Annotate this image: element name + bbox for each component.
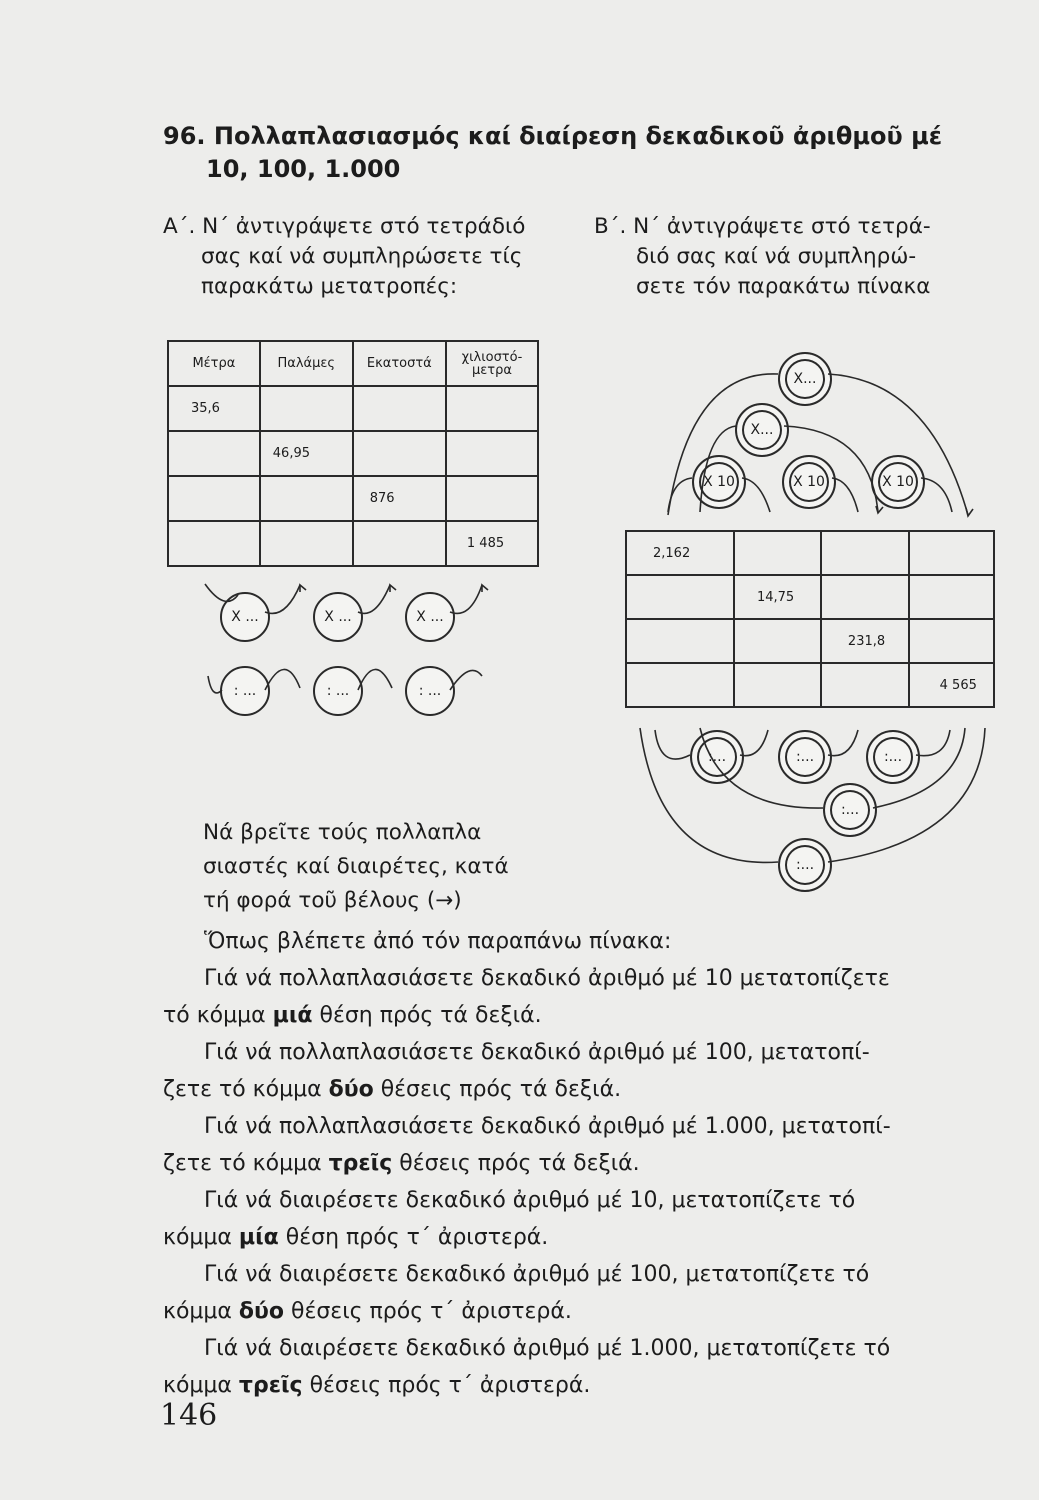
rule-bold: δύο (238, 1299, 285, 1324)
rule-bold: τρεῖς (328, 1151, 393, 1176)
rule-multiply-10 (163, 960, 1003, 1034)
rule-text: κόμμα (163, 1373, 239, 1398)
arc-arrow (700, 426, 736, 512)
multiply-circle: X... (735, 403, 789, 457)
arc-arrow (740, 730, 768, 756)
exercise-b-line: σετε τόν παρακάτω πίνακα (636, 274, 931, 299)
arc-arrow (828, 730, 858, 756)
rule-line: Γιά νά πολλαπλασιάσετε δεκαδικό ἀριθμό μέ 10 μετατοπίζετε (204, 966, 890, 991)
arc-arrow (873, 728, 965, 808)
rule-divide-100 (163, 1256, 1003, 1330)
header-palames: Παλάμες (260, 341, 353, 386)
divide-circle: :... (866, 730, 920, 784)
arc-arrow (358, 669, 392, 690)
rule-line (163, 1145, 1003, 1182)
exercise-a-line: A΄. N΄ ἀντιγράψετε στό τετράδιό (163, 214, 526, 239)
divide-circle: :... (823, 783, 877, 837)
divide-circle: :... (690, 730, 744, 784)
rule-text: θέσεις πρός τά δεξιά. (373, 1077, 622, 1102)
multiply-circle: X ... (405, 592, 455, 642)
cell-876: 876 (353, 476, 446, 521)
arc-arrow (265, 669, 300, 690)
arc-arrow (450, 585, 482, 613)
title-line-1: 96. Πολλαπλασιασμός καί διαίρεση δεκαδικοῦ ἀριθμοῦ μέ (163, 122, 943, 150)
times-ten-circle: X 10 (692, 455, 746, 509)
header-metra: Μέτρα (168, 341, 260, 386)
arc-arrow (784, 426, 878, 512)
cell-231-8: 231,8 (821, 619, 909, 663)
rule-line: Γιά νά διαιρέσετε δεκαδικό ἀριθμό μέ 1.000, μετατοπίζετε τό (204, 1336, 891, 1361)
rule-text: θέσεις πρός τ΄ ἀριστερά. (302, 1373, 591, 1398)
header-chiliostometra: χιλιοστό- μετρα (446, 341, 538, 386)
header-ekatosta: Εκατοστά (353, 341, 446, 386)
title-line-2: 10, 100, 1.000 (206, 155, 401, 183)
divide-circle: : ... (313, 666, 363, 716)
arrow-head (876, 506, 883, 513)
arc-arrow (205, 584, 238, 601)
cell-2-162: 2,162 (626, 531, 734, 575)
divide-circle: :... (778, 838, 832, 892)
rule-text: θέση πρός τά δεξιά. (312, 1003, 542, 1028)
times-ten-circle: X 10 (782, 455, 836, 509)
rule-line (163, 1367, 1003, 1404)
rule-text: ζετε τό κόμμα (163, 1077, 329, 1102)
divide-circle: : ... (405, 666, 455, 716)
rule-line: Γιά νά πολλαπλασιάσετε δεκαδικό ἀριθμό μέ 100, μετατοπί- (204, 1040, 870, 1065)
rule-text: κόμμα (163, 1299, 239, 1324)
arc-arrow (640, 728, 778, 862)
arc-arrow (208, 676, 222, 693)
rule-divide-1000 (163, 1330, 1003, 1404)
instruction-line: τή φορά τοῦ βέλους (→) (203, 888, 462, 913)
instruction-line: Νά βρεῖτε τούς πολλαπλα (203, 820, 482, 845)
instructions (203, 816, 509, 918)
rule-text: κόμμα (163, 1225, 239, 1250)
rule-text: θέση πρός τ΄ ἀριστερά. (278, 1225, 549, 1250)
arc-arrow (668, 478, 692, 512)
arc-arrow (921, 478, 952, 512)
arc-arrow (655, 730, 690, 759)
divide-circle: : ... (220, 666, 270, 716)
rule-multiply-1000 (163, 1108, 1003, 1182)
multiply-circle: X... (778, 352, 832, 406)
arc-arrow (832, 478, 858, 512)
rule-line: Γιά νά διαιρέσετε δεκαδικό ἀριθμό μέ 10, μετατοπίζετε τό (204, 1188, 856, 1213)
arrow-head (966, 508, 973, 516)
cell-4565: 4 565 (909, 663, 994, 707)
instruction-line: σιαστές καί διαιρέτες, κατά (203, 854, 509, 879)
rule-bold: μιά (272, 1003, 313, 1028)
rule-text: θέσεις πρός τ΄ ἀριστερά. (284, 1299, 572, 1324)
rule-bold: μία (238, 1225, 279, 1250)
rule-multiply-100 (163, 1034, 1003, 1108)
divide-circle: :... (778, 730, 832, 784)
rule-line (163, 1071, 1003, 1108)
arrow-head (390, 585, 396, 592)
arc-arrow (916, 730, 950, 756)
arc-arrow (358, 585, 390, 613)
rule-bold: τρεῖς (238, 1373, 303, 1398)
exercise-b-line: B΄. N΄ ἀντιγράψετε στό τετρά- (594, 214, 931, 239)
rule-text: ζετε τό κόμμα (163, 1151, 329, 1176)
explanation (163, 923, 1003, 1404)
arrow-head (300, 585, 306, 592)
arc-arrow (265, 585, 300, 613)
cell-1485: 1 485 (446, 521, 538, 566)
rule-line: Γιά νά πολλαπλασιάσετε δεκαδικό ἀριθμό μέ 1.000, μετατοπί- (204, 1114, 891, 1139)
rule-text: τό κόμμα (163, 1003, 273, 1028)
rule-divide-10 (163, 1182, 1003, 1256)
rule-text: θέσεις πρός τά δεξιά. (392, 1151, 640, 1176)
explanation-intro: Ὅπως βλέπετε ἀπό τόν παραπάνω πίνακα: (204, 929, 672, 954)
times-ten-circle: X 10 (871, 455, 925, 509)
arc-arrow (450, 670, 482, 690)
arc-arrow (828, 374, 968, 515)
multiply-circle: X ... (220, 592, 270, 642)
arc-arrow (742, 478, 770, 512)
arrow-head (482, 585, 488, 592)
rule-line (163, 1219, 1003, 1256)
multiply-circle: X ... (313, 592, 363, 642)
exercise-a-line: σας καί νά συμπληρώσετε τίς (201, 244, 523, 269)
cell-46-95: 46,95 (260, 431, 353, 476)
cell-14-75: 14,75 (734, 575, 821, 619)
arc-arrow (700, 728, 823, 808)
page-number: 146 (160, 1398, 218, 1433)
rule-line (163, 1293, 1003, 1330)
rule-line: Γιά νά διαιρέσετε δεκαδικό ἀριθμό μέ 100, μετατοπίζετε τό (204, 1262, 870, 1287)
exercise-b-line: διό σας καί νά συμπληρώ- (636, 244, 917, 269)
cell-35-6: 35,6 (168, 386, 260, 431)
rule-line (163, 997, 1003, 1034)
exercise-a-line: παρακάτω μετατροπές: (201, 274, 458, 299)
rule-bold: δύο (328, 1077, 374, 1102)
